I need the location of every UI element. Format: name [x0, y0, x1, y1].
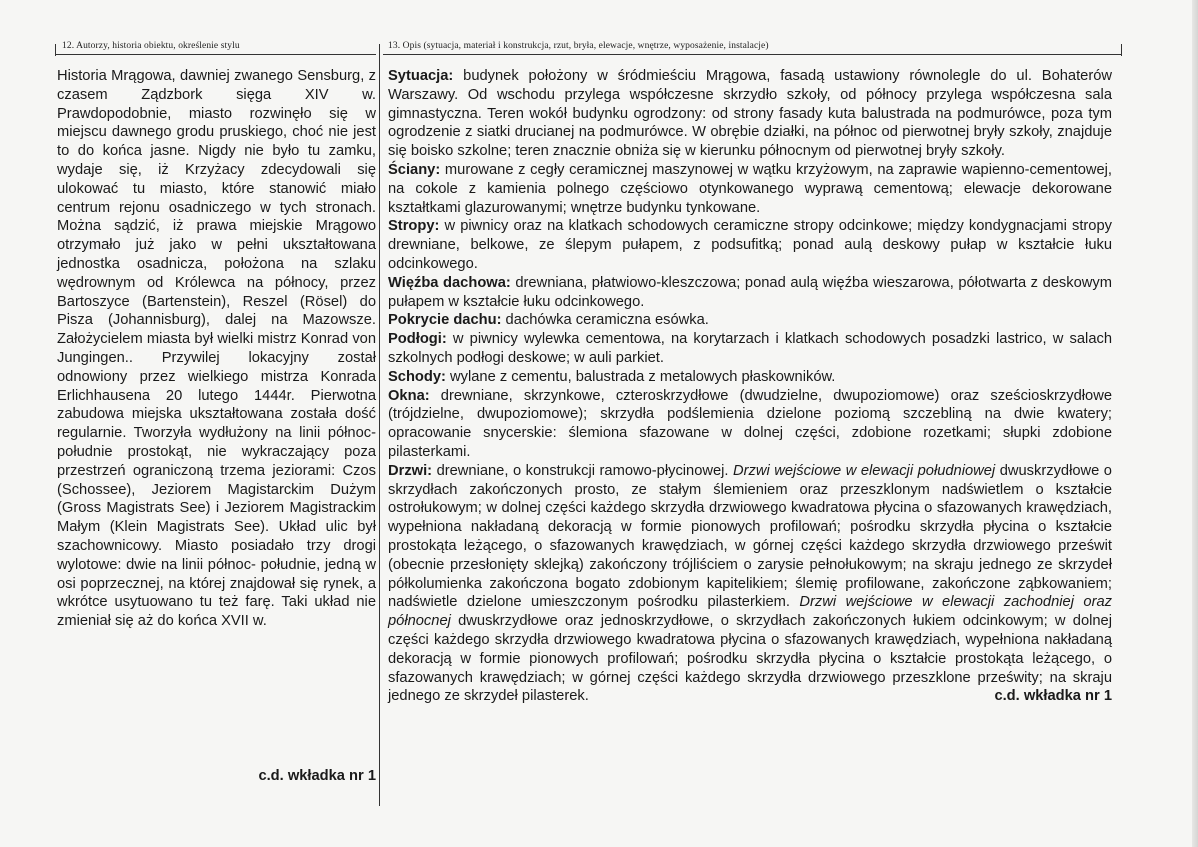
section-text: w piwnicy wylewka cementowa, na korytarzach i klatkach schodowych posadzki lastrico, w salach szkolnych podłogi deskowe; w auli parkiet.	[388, 331, 1112, 366]
header-rule-left	[56, 54, 376, 55]
section-text: dwuskrzydłowe o skrzydłach zakończonych prosto, ze stałym ślemieniem oraz przeszklonym nadświetlem o kształcie ostrołukowym; w dolnej części każdego skrzydła drzwiowego kwadratowa płycina o sfazowanych krawędziach, wypełniona nakładaną dekoracją w formie pionowych profilowań; pośrodku skrzydła płycina o kształcie prostokąta leżącego, o sfazowanych krawędziach, w górnej części każdego skrzydła drzwiowego prześwit (obecnie przesłonięty sklejką) zakończony trójliściem o zarysie pełnołukowym; na skraju jednego ze skrzydeł półkolumienka zakończona bogato zdobionym kapitelikiem; ślemię profilowane, zakończone ząbkowaniem; nadświetle dzielone umieszczonym pośrodku pilasterkiem.	[388, 462, 1112, 611]
section-text: drewniane, skrzynkowe, czteroskrzydłowe (dwudzielne, dwupoziomowe) oraz sześcioskrzydłowe (trójdzielne, dwupoziomowe); skrzydła podślemienia dzielone poziomą szczebliną na dwie kwatery; opracowanie snycerskie: ślemiona sfazowane w dolnej części, zdobione rozetkami; słupki zdobione pilasterkami.	[388, 387, 1112, 460]
section-text: drewniane, o konstrukcji ramowo-płycinowej.	[432, 462, 734, 479]
section-label: Drzwi:	[388, 462, 433, 479]
section-wiezba	[388, 274, 1112, 312]
history-column	[57, 67, 376, 631]
section-sytuacja	[388, 67, 1112, 161]
section-drzwi	[388, 462, 1112, 706]
right-column-header: 13. Opis (sytuacja, materiał i konstrukcja, rzut, bryła, elewacje, wnętrze, wyposażenie, instalacje)	[388, 41, 769, 51]
section-italic: Drzwi wejściowe w elewacji zachodniej oraz północnej	[388, 594, 1113, 630]
section-label: Okna:	[388, 387, 430, 404]
left-continuation-note: c.d. wkładka nr 1	[258, 768, 376, 784]
section-text: w piwnicy oraz na klatkach schodowych ceramiczne stropy odcinkowe; między kondygnacjami stropy drewniane, belkowe, ze ślepym pułapem, z podsufitką; ponad aulą deskowy pułap w kształcie łuku odcinkowego.	[388, 218, 1112, 272]
section-schody	[388, 368, 1112, 387]
header-tick-right	[1121, 44, 1122, 56]
section-text: drewniana, płatwiowo-kleszczowa; ponad aulą więźba wieszarowa, półotwarta z deskowym pułapem w kształcie łuku odcinkowego.	[388, 274, 1112, 310]
section-sciany	[388, 161, 1112, 217]
column-divider	[379, 44, 380, 806]
section-text: budynek położony w śródmieściu Mrągowa, fasadą ustawiony równolegle do ul. Bohaterów Warszawy. Od wschodu przylega współczesne skrzydło szkoły, od północy przylega współczesna sala gimnastyczna. Teren wokół budynku ogrodzony: od strony fasady kuta balustrada na podmurówce, poza tym ogrodzenie z siatki drucianej na podmurówce. W obrębie działki, na północ od pierwotnej bryły szkoły, znajduje się boisko szkolne; teren znacznie obniża się w kierunku północnym od pierwotnej bryły szkoły.	[388, 68, 1112, 160]
section-label: Podłogi:	[388, 331, 447, 348]
section-okna	[388, 387, 1112, 462]
header-rule-right	[383, 54, 1122, 55]
description-column	[388, 67, 1112, 706]
header-tick-left	[55, 44, 56, 56]
right-continuation-note: c.d. wkładka nr 1	[994, 688, 1112, 705]
section-label: Schody:	[388, 368, 446, 385]
section-text: murowane z cegły ceramicznej maszynowej w wątku krzyżowym, na zaprawie wapienno-cementowej, na cokole z kamienia polnego częściowo otynkowanego wyprawą cementową; elewacje dekorowane kształtkami glazurowanymi; wnętrze budynku tynkowane.	[388, 161, 1112, 216]
section-label: Stropy:	[388, 218, 440, 235]
section-label: Sytuacja:	[388, 68, 454, 84]
section-stropy	[388, 217, 1112, 273]
section-pokrycie	[388, 311, 1112, 330]
left-column-header: 12. Autorzy, historia obiektu, określenie stylu	[62, 41, 240, 51]
section-label: Więźba dachowa:	[388, 274, 511, 291]
section-text: dachówka ceramiczna esówka.	[501, 312, 709, 329]
history-text: Historia Mrągowa, dawniej zwanego Sensburg, z czasem Ządzbork sięga XIV w. Prawdopodobnie, miasto rozwinęło się w miejscu dawnego grodu pruskiego, choć nie jest to do końca jasne. Nigdy nie było tu zamku, wydaje się, iż Krzyżacy zdecydowali się ulokować tu miasto, które stanowić miało centrum rejonu osadniczego w tych stronach. Można sądzić, iż prawa miejskie Mrągowo otrzymało już jako w pełni ukształtowana jednostka osadnicza, położona na szlaku wędrownym od Królewca na północy, przez Bartoszyce (Bartenstein), Reszel (Rösel) do Pisza (Johannisburg), dalej na Mazowsze. Założycielem miasta był wielki mistrz Konrad von Jungingen.. Przywilej lokacyjny został odnowiony przez wielkiego mistrza Konrada Erlichhausena 20 lutego 1444r. Pierwotna zabudowa miejska ukształtowana została dość regularnie. Tworzyła wydłużony na linii północ-południe prostokąt, nie wykraczający poza przestrzeń ograniczoną trzema jeziorami: Czos (Schossee), Jeziorem Magistarckim Dużym (Gross Magistrats See) i Jeziorem Magistrackim Małym (Klein Magistrats See). Układ ulic był szachownicowy. Miasto posiadało trzy drogi wylotowe: dwie na linii północ- południe, jedną w osi poprzecznej, na której znajdował się rynek, a wkrótce usytuowano tu też farę. Taki układ nie zmieniał się aż do końca XVII w.	[57, 68, 376, 630]
section-label: Pokrycie dachu:	[388, 312, 502, 329]
page-edge	[1192, 0, 1198, 847]
section-text: dwuskrzydłowe oraz jednoskrzydłowe, o skrzydłach zakończonych łukiem odcinkowym; w dolnej części każdego skrzydła drzwiowego kwadratowa płycina o sfazowanych krawędziach, wypełniona nakładaną dekoracją w formie pionowych profilowań; pośrodku skrzydła płycina o kształcie prostokąta leżącego, o sfazowanych krawędziach; w górnej części każdego skrzydła drzwiowego przeszklone prześwity; na skraju jednego ze skrzydeł pilasterek.	[388, 613, 1112, 705]
section-italic: Drzwi wejściowe w elewacji południowej	[733, 462, 996, 479]
section-label: Ściany:	[388, 161, 441, 178]
section-text: wylane z cementu, balustrada z metalowych płaskowników.	[445, 368, 836, 385]
section-podlogi	[388, 330, 1112, 368]
